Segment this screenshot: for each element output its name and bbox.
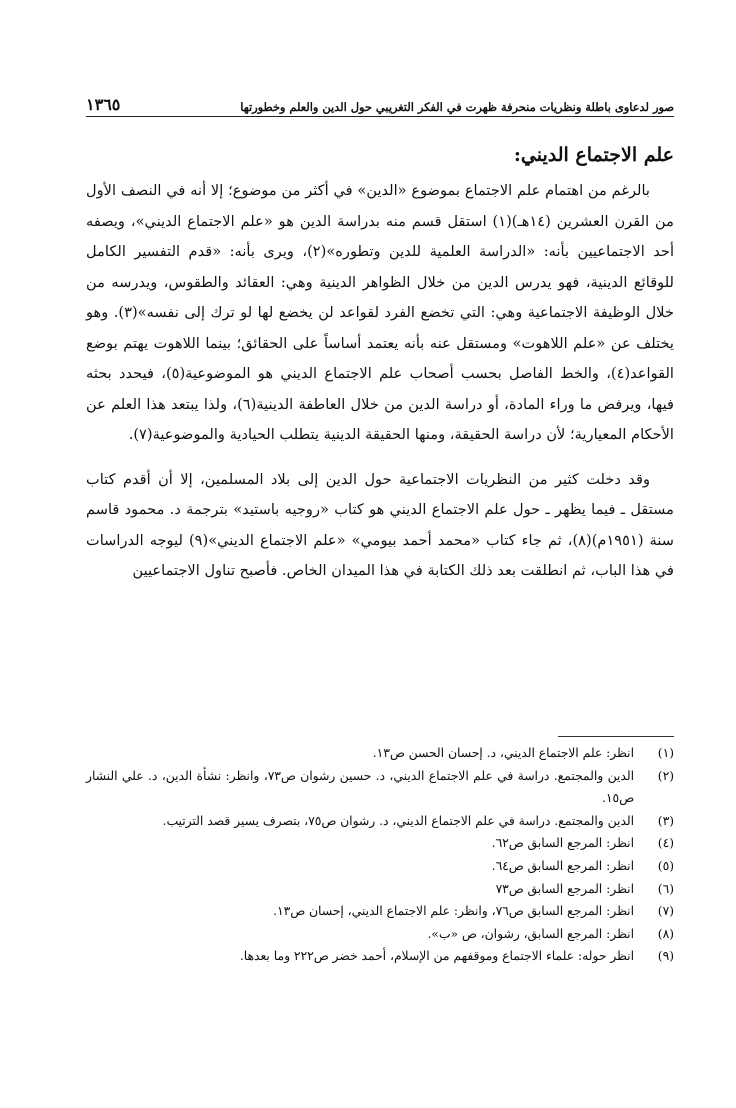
running-title: صور لدعاوى باطلة ونظريات منحرفة ظهرت في الفكر التغريبي حول الدين والعلم وخطورتها — [240, 100, 674, 114]
footnote-text: الدين والمجتمع. دراسة في علم الاجتماع الديني، د. حسين رشوان ص٧٣، وانظر: نشأة الدين، د. علي النشار ص١٥. — [86, 768, 634, 806]
footnote-number: (٧) — [657, 904, 674, 919]
footnote-item — [86, 923, 674, 946]
footnote-item — [86, 832, 674, 855]
footnote-text: انظر حوله: علماء الاجتماع وموقفهم من الإسلام، أحمد خضر ص٢٢٢ وما بعدها. — [239, 949, 634, 964]
footnote-text: انظر: علم الاجتماع الديني، د. إحسان الحسن ص١٣. — [372, 746, 634, 760]
footnote-item — [86, 878, 674, 901]
section-heading: علم الاجتماع الديني: — [513, 144, 674, 166]
footnote-text: انظر: المرجع السابق ص٧٦، وانظر: علم الاجتماع الديني، إحسان ص١٣. — [273, 904, 634, 919]
footnote-number: (٨) — [657, 926, 674, 941]
body-text — [86, 176, 674, 587]
page-header — [86, 78, 674, 117]
footnote-text: انظر: المرجع السابق ص٦٢. — [491, 836, 634, 851]
footnote-item — [86, 945, 674, 968]
footnote-separator — [558, 736, 674, 737]
footnote-number: (٣) — [657, 813, 674, 828]
footnote-number: (٩) — [657, 949, 674, 964]
footnote-number: (٥) — [657, 858, 674, 873]
footnote-text: انظر: المرجع السابق ص٧٣ — [495, 881, 634, 896]
footnotes — [86, 742, 674, 968]
footnote-text: انظر: المرجع السابق ص٦٤. — [491, 858, 634, 873]
footnote-number: (٦) — [657, 881, 674, 896]
paragraph: بالرغم من اهتمام علم الاجتماع بموضوع «الدين» في أكثر من موضوع؛ إلا أنه في النصف الأول من القرن العشرين (١٤هـ)(١) استقل قسم منه بدراسة الدين هو «علم الاجتماع الديني»، ويصفه أحد الاجتماعيين بأنه: «الدراسة العلمية للدين وتطوره»(٢)، ويرى بأنه: «قدم التفسير الكامل للوقائع الدينية، فهو يدرس الدين من خلال الظواهر الدينية وهي: العقائد والطقوس، ويدرسه من خلال الوظيفة الاجتماعية وهي: التي تخضع الفرد لقواعد لن يخضع لها لو ترك إلى نفسه»(٣). وهو يختلف عن «علم اللاهوت» ومستقل عنه بأنه يعتمد أساساً على الحقائق؛ بينما اللاهوت يهتم بوضع القواعد(٤)، والخط الفاصل بحسب أصحاب علم الاجتماع الديني هو الموضوعية(٥)، فيحدد بحثه فيها، ويرفض ما وراء المادة، أو دراسة الدين من خلال العاطفة الدينية(٦)، ولذا يبتعد هذا العلم عن الأحكام المعيارية؛ لأن دراسة الحقيقة، ومنها الحقيقة الدينية يتطلب الحيادية والموضوعية(٧). — [86, 182, 674, 443]
page-number: ١٣٦٥ — [86, 95, 121, 114]
footnote-number: (٢) — [657, 768, 674, 783]
footnote-item — [86, 742, 674, 765]
footnote-item — [86, 900, 674, 923]
footnote-item — [86, 855, 674, 878]
footnote-item — [86, 810, 674, 833]
footnote-text: انظر: المرجع السابق، رشوان، ص «ب». — [427, 926, 634, 941]
footnote-item — [86, 765, 674, 810]
footnote-text: الدين والمجتمع. دراسة في علم الاجتماع الديني، د. رشوان ص٧٥، بتصرف يسير قصد الترتيب. — [162, 813, 634, 828]
footnote-number: (٤) — [657, 836, 674, 851]
paragraph: وقد دخلت كثير من النظريات الاجتماعية حول الدين إلى بلاد المسلمين، إلا أن أقدم كتاب مستقل ـ فيما يظهر ـ حول علم الاجتماع الديني هو كتاب «روجيه باستيد» بترجمة د. محمود قاسم سنة (١٩٥١م)(٨)، ثم جاء كتاب «محمد أحمد بيومي» «علم الاجتماع الديني»(٩) ليوجه الدراسات في هذا الباب، ثم انطلقت بعد ذلك الكتابة في هذا الميدان الخاص. فأصبح تناول الاجتماعيين — [86, 470, 674, 579]
footnote-number: (١) — [657, 746, 674, 760]
